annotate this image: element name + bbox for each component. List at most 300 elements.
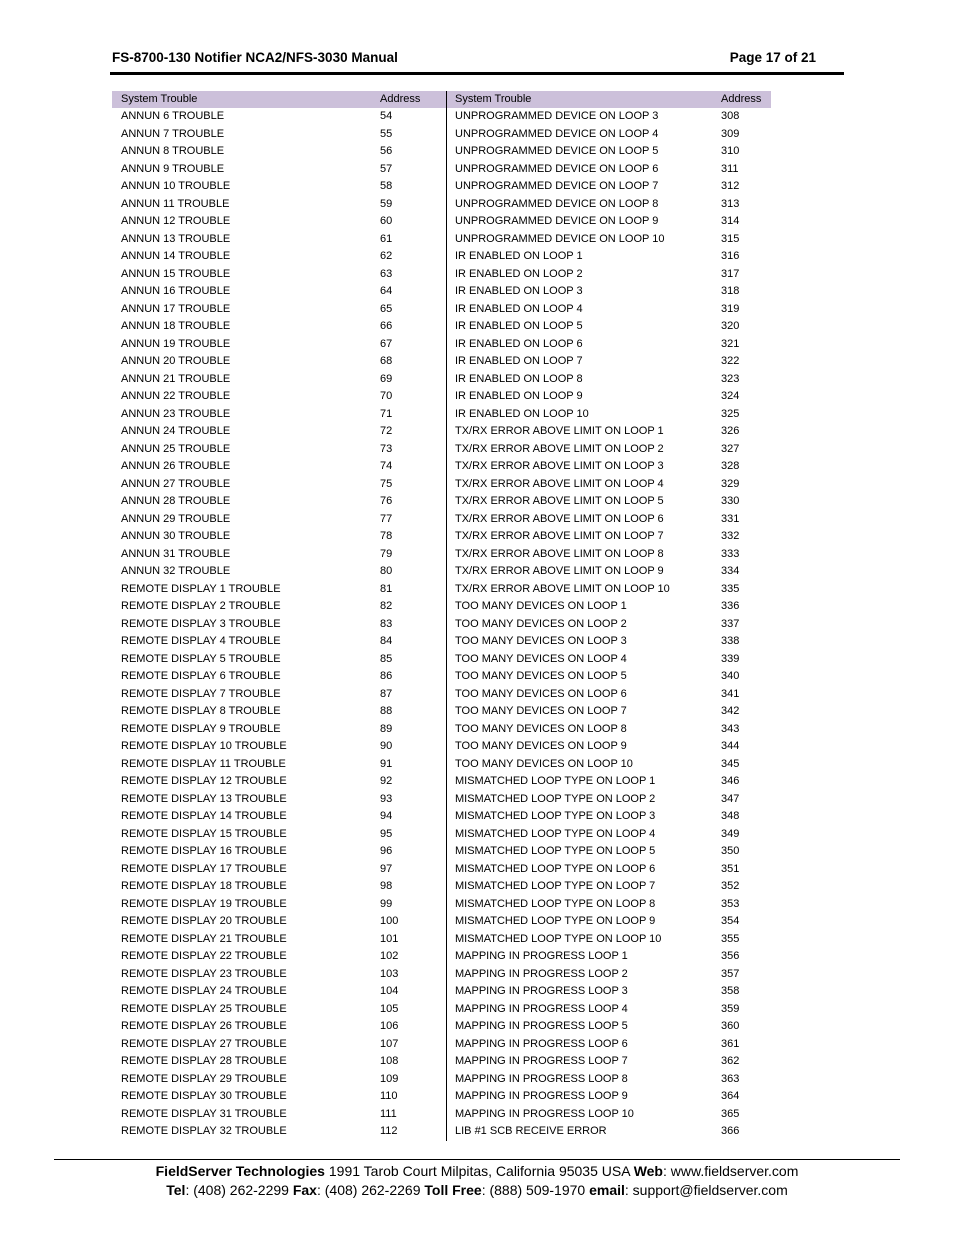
address-cell: 74 — [380, 460, 393, 472]
trouble-name-cell: ANNUN 24 TROUBLE — [121, 425, 231, 437]
address-cell: 67 — [380, 337, 393, 350]
trouble-name-cell: REMOTE DISPLAY 17 TROUBLE — [121, 862, 287, 875]
address-cell: 330 — [721, 495, 740, 507]
trouble-name-cell: MISMATCHED LOOP TYPE ON LOOP 10 — [455, 932, 662, 945]
web-value: : www.fieldserver.com — [663, 1163, 799, 1179]
trouble-name-cell: REMOTE DISPLAY 31 TROUBLE — [121, 1107, 287, 1120]
address-cell: 93 — [380, 792, 393, 805]
trouble-name-cell: ANNUN 31 TROUBLE — [121, 547, 231, 560]
trouble-name-cell: ANNUN 12 TROUBLE — [121, 215, 231, 227]
trouble-name-cell: REMOTE DISPLAY 10 TROUBLE — [121, 740, 287, 752]
table-row — [447, 1106, 771, 1124]
address-cell: 87 — [380, 687, 393, 700]
trouble-name-cell: UNPROGRAMMED DEVICE ON LOOP 3 — [455, 110, 659, 122]
address-cell: 112 — [380, 1125, 398, 1137]
trouble-name-cell: TX/RX ERROR ABOVE LIMIT ON LOOP 2 — [455, 442, 664, 455]
trouble-name-cell: MISMATCHED LOOP TYPE ON LOOP 9 — [455, 915, 656, 927]
table-row — [112, 686, 446, 704]
address-cell: 352 — [721, 880, 740, 892]
trouble-name-cell: REMOTE DISPLAY 30 TROUBLE — [121, 1090, 287, 1102]
address-cell: 317 — [721, 267, 740, 280]
address-cell: 364 — [721, 1090, 740, 1102]
address-cell: 319 — [721, 302, 740, 315]
address-cell: 97 — [380, 862, 393, 875]
table-row — [112, 1053, 446, 1071]
address-cell: 323 — [721, 372, 740, 385]
trouble-name-cell: REMOTE DISPLAY 3 TROUBLE — [121, 617, 281, 630]
table-row — [112, 738, 446, 756]
address-cell: 313 — [721, 197, 740, 210]
table-row — [447, 1036, 771, 1054]
trouble-name-cell: LIB #1 SCB RECEIVE ERROR — [455, 1125, 607, 1137]
company-name: FieldServer Technologies — [155, 1163, 325, 1179]
trouble-name-cell: MAPPING IN PROGRESS LOOP 2 — [455, 967, 628, 980]
trouble-name-cell: IR ENABLED ON LOOP 1 — [455, 250, 583, 262]
trouble-name-cell: ANNUN 22 TROUBLE — [121, 390, 231, 402]
web-label: Web — [633, 1163, 663, 1179]
trouble-name-cell: REMOTE DISPLAY 16 TROUBLE — [121, 845, 287, 857]
address-cell: 64 — [380, 285, 393, 297]
trouble-name-cell: ANNUN 19 TROUBLE — [121, 337, 231, 350]
header-divider — [110, 72, 844, 75]
table-row — [112, 791, 446, 809]
trouble-name-cell: MAPPING IN PROGRESS LOOP 6 — [455, 1037, 628, 1050]
table-row — [447, 353, 771, 371]
address-cell: 65 — [380, 302, 393, 315]
trouble-name-cell: MISMATCHED LOOP TYPE ON LOOP 5 — [455, 845, 656, 857]
address-cell: 83 — [380, 617, 393, 630]
address-cell: 354 — [721, 915, 740, 927]
address-cell: 356 — [721, 950, 740, 962]
trouble-name-cell: REMOTE DISPLAY 21 TROUBLE — [121, 932, 287, 945]
trouble-name-cell: REMOTE DISPLAY 27 TROUBLE — [121, 1037, 287, 1050]
column-header-system-trouble: System Trouble — [121, 93, 198, 105]
address-cell: 71 — [380, 407, 393, 420]
table-row — [112, 1036, 446, 1054]
table-row — [447, 791, 771, 809]
table-row — [447, 248, 771, 266]
trouble-name-cell: MAPPING IN PROGRESS LOOP 1 — [455, 950, 628, 962]
table-row — [112, 826, 446, 844]
address-cell: 56 — [380, 145, 393, 157]
table-row — [447, 388, 771, 406]
address-cell: 349 — [721, 827, 740, 840]
company-address: 1991 Tarob Court Milpitas, California 95035 USA — [324, 1163, 634, 1179]
trouble-name-cell: REMOTE DISPLAY 11 TROUBLE — [121, 757, 286, 770]
trouble-name-cell: ANNUN 13 TROUBLE — [121, 232, 231, 245]
address-cell: 91 — [380, 757, 393, 770]
address-cell: 75 — [380, 477, 393, 490]
address-cell: 358 — [721, 985, 740, 997]
trouble-name-cell: ANNUN 23 TROUBLE — [121, 407, 231, 420]
table-row — [112, 1106, 446, 1124]
address-cell: 346 — [721, 775, 740, 787]
address-cell: 328 — [721, 460, 740, 472]
trouble-name-cell: TX/RX ERROR ABOVE LIMIT ON LOOP 3 — [455, 460, 664, 472]
address-cell: 82 — [380, 600, 393, 612]
table-row — [112, 808, 446, 826]
address-cell: 86 — [380, 670, 393, 682]
trouble-name-cell: UNPROGRAMMED DEVICE ON LOOP 4 — [455, 127, 659, 140]
table-header-row — [447, 91, 771, 108]
table-row — [447, 441, 771, 459]
table-row — [447, 493, 771, 511]
table-row — [447, 126, 771, 144]
address-cell: 77 — [380, 512, 393, 525]
table-row — [112, 703, 446, 721]
table-row — [112, 283, 446, 301]
address-cell: 70 — [380, 390, 393, 402]
trouble-name-cell: IR ENABLED ON LOOP 9 — [455, 390, 583, 402]
table-row — [112, 896, 446, 914]
address-cell: 353 — [721, 897, 740, 910]
table-row — [447, 983, 771, 1001]
trouble-name-cell: ANNUN 32 TROUBLE — [121, 565, 231, 577]
address-cell: 310 — [721, 145, 740, 157]
table-row — [112, 318, 446, 336]
trouble-name-cell: ANNUN 16 TROUBLE — [121, 285, 231, 297]
trouble-name-cell: REMOTE DISPLAY 15 TROUBLE — [121, 827, 287, 840]
table-row — [112, 458, 446, 476]
address-cell: 332 — [721, 530, 740, 542]
trouble-name-cell: REMOTE DISPLAY 19 TROUBLE — [121, 897, 287, 910]
trouble-name-cell: REMOTE DISPLAY 28 TROUBLE — [121, 1055, 287, 1067]
table-row — [447, 581, 771, 599]
column-header-address: Address — [721, 93, 762, 105]
trouble-name-cell: REMOTE DISPLAY 29 TROUBLE — [121, 1072, 287, 1085]
address-cell: 61 — [380, 232, 393, 245]
table-row — [112, 651, 446, 669]
address-cell: 320 — [721, 320, 740, 332]
table-row — [447, 371, 771, 389]
trouble-name-cell: MISMATCHED LOOP TYPE ON LOOP 8 — [455, 897, 656, 910]
page-footer — [0, 1162, 954, 1200]
trouble-name-cell: TX/RX ERROR ABOVE LIMIT ON LOOP 7 — [455, 530, 664, 542]
trouble-name-cell: TX/RX ERROR ABOVE LIMIT ON LOOP 9 — [455, 565, 664, 577]
trouble-name-cell: ANNUN 11 TROUBLE — [121, 197, 230, 210]
table-row — [112, 336, 446, 354]
trouble-name-cell: REMOTE DISPLAY 12 TROUBLE — [121, 775, 287, 787]
trouble-name-cell: ANNUN 17 TROUBLE — [121, 302, 231, 315]
address-cell: 361 — [721, 1037, 740, 1050]
address-cell: 88 — [380, 705, 393, 717]
address-cell: 347 — [721, 792, 740, 805]
trouble-name-cell: REMOTE DISPLAY 2 TROUBLE — [121, 600, 281, 612]
table-row — [112, 423, 446, 441]
trouble-name-cell: REMOTE DISPLAY 9 TROUBLE — [121, 722, 281, 735]
address-cell: 326 — [721, 425, 740, 437]
address-cell: 322 — [721, 355, 740, 367]
column-header-system-trouble: System Trouble — [455, 93, 532, 105]
table-row — [447, 563, 771, 581]
trouble-name-cell: ANNUN 9 TROUBLE — [121, 162, 225, 175]
table-row — [112, 633, 446, 651]
address-cell: 94 — [380, 810, 393, 822]
table-row — [447, 826, 771, 844]
page-header — [112, 50, 816, 70]
address-cell: 350 — [721, 845, 740, 857]
table-row — [447, 686, 771, 704]
table-row — [447, 913, 771, 931]
trouble-name-cell: ANNUN 15 TROUBLE — [121, 267, 231, 280]
address-cell: 340 — [721, 670, 740, 682]
trouble-name-cell: MAPPING IN PROGRESS LOOP 5 — [455, 1020, 628, 1032]
trouble-name-cell: REMOTE DISPLAY 24 TROUBLE — [121, 985, 287, 997]
table-row — [112, 546, 446, 564]
address-cell: 341 — [721, 687, 740, 700]
table-row — [447, 1053, 771, 1071]
table-row — [112, 353, 446, 371]
address-cell: 366 — [721, 1125, 740, 1137]
address-cell: 63 — [380, 267, 393, 280]
trouble-name-cell: IR ENABLED ON LOOP 6 — [455, 337, 583, 350]
table-row — [112, 266, 446, 284]
trouble-name-cell: ANNUN 30 TROUBLE — [121, 530, 231, 542]
address-cell: 80 — [380, 565, 393, 577]
address-cell: 359 — [721, 1002, 740, 1015]
address-cell: 309 — [721, 127, 740, 140]
address-cell: 106 — [380, 1020, 399, 1032]
address-cell: 311 — [721, 162, 739, 175]
table-row — [112, 493, 446, 511]
address-cell: 334 — [721, 565, 740, 577]
table-row — [112, 598, 446, 616]
address-cell: 90 — [380, 740, 393, 752]
address-cell: 89 — [380, 722, 393, 735]
table-row — [447, 301, 771, 319]
table-row — [112, 668, 446, 686]
trouble-name-cell: TX/RX ERROR ABOVE LIMIT ON LOOP 4 — [455, 477, 664, 490]
address-cell: 348 — [721, 810, 740, 822]
table-row — [112, 441, 446, 459]
table-row — [112, 913, 446, 931]
footer-line-1 — [0, 1162, 954, 1181]
address-cell: 345 — [721, 757, 740, 770]
trouble-name-cell: IR ENABLED ON LOOP 8 — [455, 372, 583, 385]
trouble-name-cell: REMOTE DISPLAY 32 TROUBLE — [121, 1125, 287, 1137]
table-row — [447, 476, 771, 494]
table-row — [112, 756, 446, 774]
table-row — [447, 196, 771, 214]
trouble-name-cell: TOO MANY DEVICES ON LOOP 1 — [455, 600, 627, 612]
fax-value: : (408) 262-2269 — [316, 1182, 425, 1198]
address-cell: 339 — [721, 652, 740, 665]
table-row — [447, 458, 771, 476]
table-row — [447, 703, 771, 721]
trouble-name-cell: IR ENABLED ON LOOP 3 — [455, 285, 583, 297]
address-cell: 57 — [380, 162, 393, 175]
table-row — [112, 126, 446, 144]
address-cell: 95 — [380, 827, 393, 840]
trouble-name-cell: TOO MANY DEVICES ON LOOP 8 — [455, 722, 627, 735]
address-cell: 54 — [380, 110, 393, 122]
column-header-address: Address — [380, 93, 421, 105]
trouble-name-cell: ANNUN 28 TROUBLE — [121, 495, 231, 507]
table-row — [112, 143, 446, 161]
trouble-name-cell: TOO MANY DEVICES ON LOOP 6 — [455, 687, 627, 700]
trouble-name-cell: REMOTE DISPLAY 22 TROUBLE — [121, 950, 287, 962]
trouble-name-cell: ANNUN 10 TROUBLE — [121, 180, 231, 192]
table-row — [447, 231, 771, 249]
address-cell: 362 — [721, 1055, 740, 1067]
trouble-name-cell: ANNUN 26 TROUBLE — [121, 460, 231, 472]
address-cell: 81 — [380, 582, 393, 595]
table-row — [447, 213, 771, 231]
table-row — [112, 966, 446, 984]
trouble-name-cell: REMOTE DISPLAY 20 TROUBLE — [121, 915, 287, 927]
table-row — [112, 616, 446, 634]
trouble-name-cell: MISMATCHED LOOP TYPE ON LOOP 2 — [455, 792, 656, 805]
table-row — [112, 1001, 446, 1019]
system-trouble-table-right — [446, 91, 771, 1141]
trouble-name-cell: UNPROGRAMMED DEVICE ON LOOP 5 — [455, 145, 659, 157]
table-row — [447, 668, 771, 686]
trouble-name-cell: REMOTE DISPLAY 5 TROUBLE — [121, 652, 281, 665]
table-header-row — [112, 91, 446, 108]
trouble-name-cell: ANNUN 7 TROUBLE — [121, 127, 225, 140]
table-row — [447, 773, 771, 791]
trouble-name-cell: MAPPING IN PROGRESS LOOP 10 — [455, 1107, 634, 1120]
trouble-name-cell: TOO MANY DEVICES ON LOOP 3 — [455, 635, 627, 647]
trouble-name-cell: REMOTE DISPLAY 1 TROUBLE — [121, 582, 281, 595]
address-cell: 107 — [380, 1037, 399, 1050]
table-row — [447, 528, 771, 546]
table-row — [112, 1088, 446, 1106]
address-cell: 99 — [380, 897, 393, 910]
trouble-name-cell: REMOTE DISPLAY 13 TROUBLE — [121, 792, 287, 805]
address-cell: 342 — [721, 705, 740, 717]
trouble-name-cell: ANNUN 27 TROUBLE — [121, 477, 231, 490]
address-cell: 55 — [380, 127, 393, 140]
trouble-name-cell: IR ENABLED ON LOOP 10 — [455, 407, 589, 420]
trouble-name-cell: MAPPING IN PROGRESS LOOP 4 — [455, 1002, 628, 1015]
tel-label: Tel — [166, 1182, 186, 1198]
trouble-name-cell: MAPPING IN PROGRESS LOOP 8 — [455, 1072, 628, 1085]
address-cell: 72 — [380, 425, 393, 437]
table-row — [112, 878, 446, 896]
address-cell: 308 — [721, 110, 740, 122]
table-row — [447, 808, 771, 826]
address-cell: 109 — [380, 1072, 399, 1085]
table-row — [447, 738, 771, 756]
trouble-name-cell: UNPROGRAMMED DEVICE ON LOOP 8 — [455, 197, 659, 210]
address-cell: 108 — [380, 1055, 399, 1067]
trouble-name-cell: TX/RX ERROR ABOVE LIMIT ON LOOP 5 — [455, 495, 664, 507]
address-cell: 355 — [721, 932, 740, 945]
table-row — [112, 178, 446, 196]
trouble-name-cell: IR ENABLED ON LOOP 7 — [455, 355, 583, 367]
address-cell: 110 — [380, 1090, 398, 1102]
trouble-name-cell: REMOTE DISPLAY 6 TROUBLE — [121, 670, 281, 682]
table-row — [447, 161, 771, 179]
trouble-name-cell: REMOTE DISPLAY 23 TROUBLE — [121, 967, 287, 980]
address-cell: 84 — [380, 635, 393, 647]
trouble-name-cell: ANNUN 25 TROUBLE — [121, 442, 231, 455]
trouble-name-cell: TOO MANY DEVICES ON LOOP 4 — [455, 652, 627, 665]
address-cell: 85 — [380, 652, 393, 665]
address-cell: 336 — [721, 600, 740, 612]
table-row — [447, 406, 771, 424]
trouble-name-cell: IR ENABLED ON LOOP 5 — [455, 320, 583, 332]
table-row — [112, 773, 446, 791]
table-row — [447, 266, 771, 284]
document-title: FS-8700-130 Notifier NCA2/NFS-3030 Manual — [112, 50, 398, 65]
trouble-name-cell: ANNUN 18 TROUBLE — [121, 320, 231, 332]
table-row — [112, 1018, 446, 1036]
table-row — [447, 1018, 771, 1036]
trouble-name-cell: ANNUN 20 TROUBLE — [121, 355, 231, 367]
address-cell: 78 — [380, 530, 393, 542]
address-cell: 76 — [380, 495, 393, 507]
email-label: email — [589, 1182, 625, 1198]
email-value: : support@fieldserver.com — [624, 1182, 788, 1198]
table-row — [447, 616, 771, 634]
address-cell: 59 — [380, 197, 393, 210]
address-cell: 101 — [380, 932, 399, 945]
address-cell: 69 — [380, 372, 393, 385]
address-cell: 325 — [721, 407, 740, 420]
table-row — [447, 511, 771, 529]
trouble-name-cell: TOO MANY DEVICES ON LOOP 5 — [455, 670, 627, 682]
table-row — [112, 983, 446, 1001]
address-cell: 105 — [380, 1002, 399, 1015]
address-cell: 104 — [380, 985, 399, 997]
address-cell: 92 — [380, 775, 393, 787]
table-row — [112, 843, 446, 861]
trouble-name-cell: MISMATCHED LOOP TYPE ON LOOP 7 — [455, 880, 656, 892]
table-row — [447, 651, 771, 669]
table-row — [112, 948, 446, 966]
page-number: Page 17 of 21 — [729, 50, 816, 65]
address-cell: 338 — [721, 635, 740, 647]
address-cell: 324 — [721, 390, 740, 402]
toll-free-value: : (888) 509-1970 — [481, 1182, 590, 1198]
address-cell: 79 — [380, 547, 393, 560]
table-row — [447, 423, 771, 441]
table-row — [112, 213, 446, 231]
trouble-name-cell: REMOTE DISPLAY 4 TROUBLE — [121, 635, 281, 647]
trouble-name-cell: TOO MANY DEVICES ON LOOP 7 — [455, 705, 627, 717]
address-cell: 312 — [721, 180, 740, 192]
table-row — [112, 108, 446, 126]
table-row — [447, 318, 771, 336]
trouble-name-cell: ANNUN 6 TROUBLE — [121, 110, 225, 122]
trouble-name-cell: MISMATCHED LOOP TYPE ON LOOP 1 — [455, 775, 656, 787]
address-cell: 111 — [380, 1107, 397, 1120]
address-cell: 62 — [380, 250, 393, 262]
table-row — [447, 633, 771, 651]
table-row — [112, 1071, 446, 1089]
table-row — [447, 721, 771, 739]
address-cell: 98 — [380, 880, 393, 892]
address-cell: 360 — [721, 1020, 740, 1032]
table-row — [112, 511, 446, 529]
table-row — [112, 721, 446, 739]
address-cell: 315 — [721, 232, 740, 245]
table-row — [112, 406, 446, 424]
trouble-name-cell: MISMATCHED LOOP TYPE ON LOOP 3 — [455, 810, 656, 822]
table-row — [112, 196, 446, 214]
trouble-name-cell: IR ENABLED ON LOOP 2 — [455, 267, 583, 280]
table-row — [447, 878, 771, 896]
address-cell: 58 — [380, 180, 393, 192]
trouble-name-cell: TOO MANY DEVICES ON LOOP 9 — [455, 740, 627, 752]
table-row — [112, 861, 446, 879]
table-row — [447, 756, 771, 774]
trouble-name-cell: UNPROGRAMMED DEVICE ON LOOP 7 — [455, 180, 659, 192]
address-cell: 73 — [380, 442, 393, 455]
table-row — [447, 861, 771, 879]
